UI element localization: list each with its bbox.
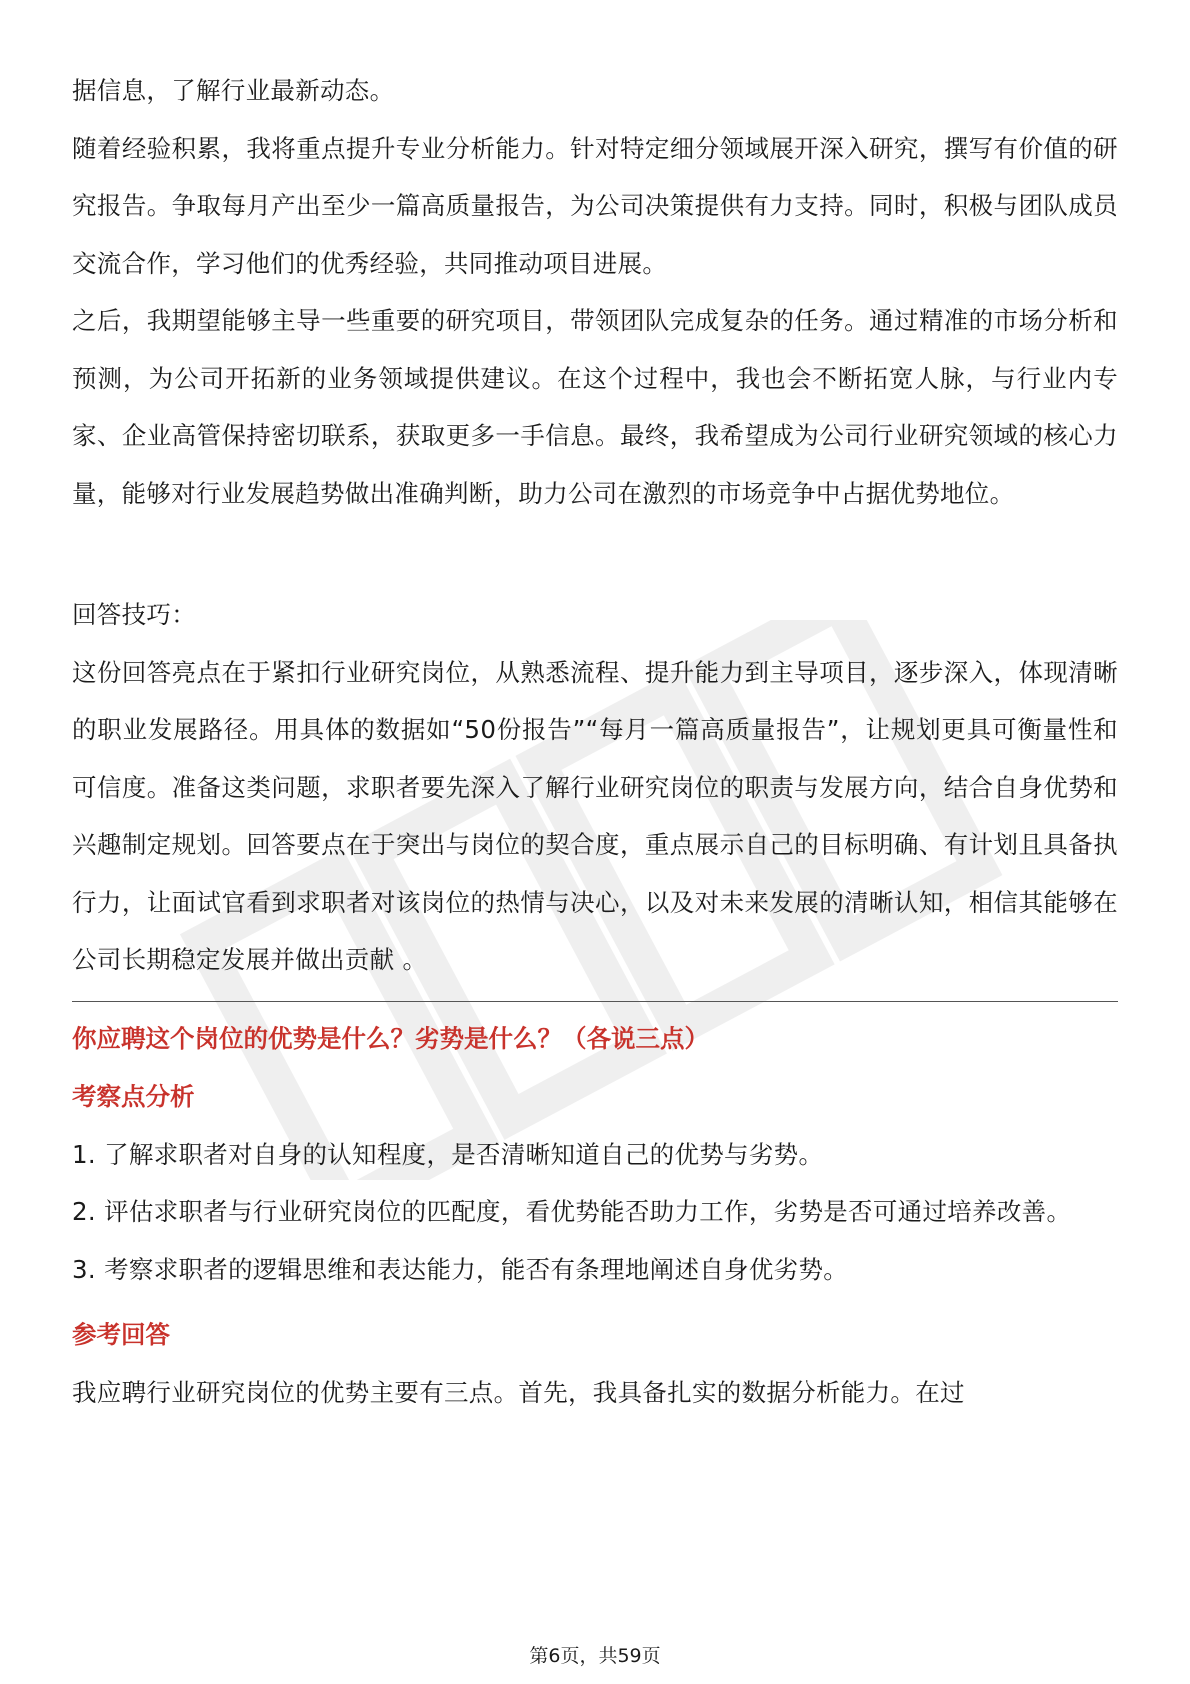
analysis-item-3: 3. 考察求职者的逻辑思维和表达能力，能否有条理地阐述自身优劣势。 bbox=[72, 1254, 849, 1284]
page-content bbox=[72, 62, 1118, 1422]
reference-heading: 参考回答 bbox=[72, 1320, 170, 1349]
intro-paragraph-2: 随着经验积累，我将重点提升专业分析能力。针对特定细分领域展开深入研究，撰写有价值的研究报告。争取每月产出至少一篇高质量报告，为公司决策提供有力支持。同时，积极与团队成员交流合作，学习他们的优秀经验，共同推动项目进展。 bbox=[72, 133, 1118, 278]
page-footer: 第6页，共59页 bbox=[529, 1645, 661, 1667]
tips-text: 这份回答亮点在于紧扣行业研究岗位，从熟悉流程、提升能力到主导项目，逐步深入，体现清晰的职业发展路径。用具体的数据如“50份报告”“每月一篇高质量报告”，让规划更具可衡量性和可信度。准备这类问题，求职者要先深入了解行业研究岗位的职责与发展方向，结合自身优势和兴趣制定规划。回答要点在于突出与岗位的契合度，重点展示自己的目标明确、有计划且具备执行力，让面试官看到求职者对该岗位的热情与决心，以及对未来发展的清晰认知，相信其能够在公司长期稳定发展并做出贡献 。 bbox=[72, 657, 1118, 974]
analysis-item-2: 2. 评估求职者与行业研究岗位的匹配度，看优势能否助力工作，劣势是否可通过培养改善。 bbox=[72, 1197, 1072, 1226]
section-divider bbox=[72, 1001, 1118, 1002]
spacer bbox=[72, 522, 1118, 586]
analysis-heading: 考察点分析 bbox=[72, 1081, 195, 1111]
analysis-item-1: 1. 了解求职者对自身的认知程度，是否清晰知道自己的优势与劣势。 bbox=[72, 1139, 824, 1169]
intro-paragraph-3: 之后，我期望能够主导一些重要的研究项目，带领团队完成复杂的任务。通过精准的市场分析和预测，为公司开拓新的业务领域提供建议。在这个过程中，我也会不断拓宽人脉，与行业内专家、企业高管保持密切联系，获取更多一手信息。最终，我希望成为公司行业研究领域的核心力量，能够对行业发展趋势做出准确判断，助力公司在激烈的市场竞争中占据优势地位。 bbox=[72, 306, 1118, 508]
intro-paragraph-1: 据信息，了解行业最新动态。 bbox=[72, 76, 395, 105]
question-title: 你应聘这个岗位的优势是什么？劣势是什么？（各说三点） bbox=[72, 1023, 709, 1053]
tips-label: 回答技巧： bbox=[72, 600, 196, 629]
reference-text: 我应聘行业研究岗位的优势主要有三点。首先，我具备扎实的数据分析能力。在过 bbox=[72, 1378, 965, 1407]
